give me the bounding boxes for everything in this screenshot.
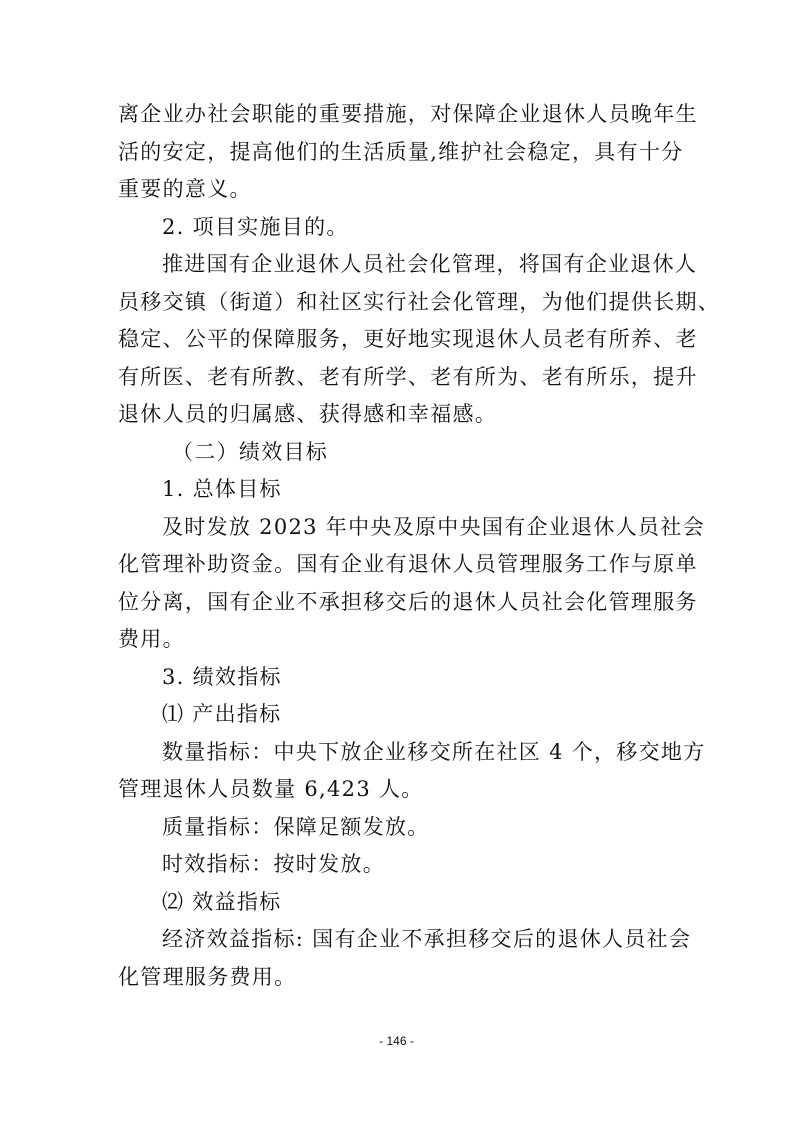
text-line: 位分离，国有企业不承担移交后的退休人员社会化管理服务 <box>118 589 698 614</box>
text-line: 离企业办社会职能的重要措施，对保障企业退休人员晚年生 <box>118 102 698 126</box>
text-line: 管理退休人员数量 6,423 人。 <box>118 777 424 801</box>
text-line: 有所医、老有所教、老有所学、老有所为、老有所乐，提升 <box>118 364 698 389</box>
section-heading: （二）绩效目标 <box>172 439 329 464</box>
text-line: 稳定、公平的保障服务，更好地实现退休人员老有所养、老 <box>118 327 698 351</box>
document-body <box>118 96 721 996</box>
section-heading: 3. 绩效指标 <box>162 664 282 689</box>
section-heading: 1. 总体目标 <box>162 477 282 501</box>
text-line: 重要的意义。 <box>118 177 252 201</box>
text-line: 化管理补助资金。国有企业有退休人员管理服务工作与原单 <box>118 552 698 576</box>
text-line: 时效指标：按时发放。 <box>162 852 385 876</box>
text-line: 及时发放 2023 年中央及原中央国有企业退休人员社会 <box>162 514 705 539</box>
text-line: 费用。 <box>118 627 185 651</box>
text-line: 员移交镇（街道）和社区实行社会化管理，为他们提供长期、 <box>118 289 721 314</box>
text-line: 数量指标：中央下放企业移交所在社区 4 个，移交地方 <box>162 739 706 764</box>
text-line: 活的安定，提高他们的生活质量,维护社会稳定，具有十分 <box>118 139 684 164</box>
section-heading: 2. 项目实施目的。 <box>162 214 349 239</box>
text-line: 推进国有企业退休人员社会化管理，将国有企业退休人 <box>162 252 698 276</box>
text-line: 化管理服务费用。 <box>118 964 297 989</box>
section-heading: ⑴ 产出指标 <box>162 702 282 726</box>
section-heading: ⑵ 效益指标 <box>162 889 282 914</box>
text-line: 退休人员的归属感、获得感和幸福感。 <box>118 402 498 426</box>
text-line: 经济效益指标: 国有企业不承担移交后的退休人员社会 <box>162 927 692 951</box>
page-number: - 146 - <box>379 1034 414 1048</box>
text-line: 质量指标：保障足额发放。 <box>162 814 430 839</box>
